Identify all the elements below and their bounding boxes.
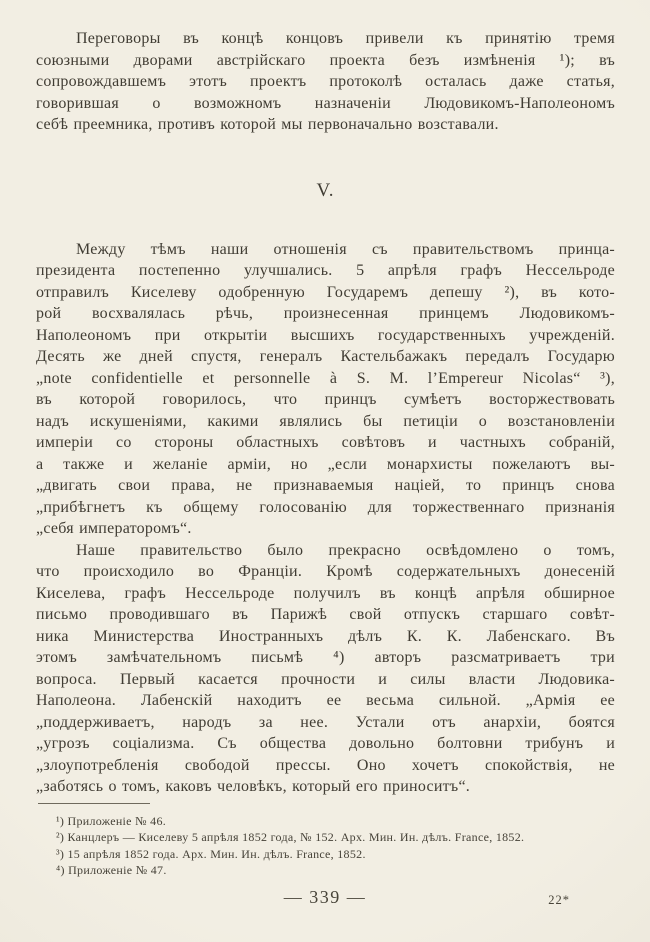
- text-line: „двигать свои права, не признаваемыя націей, то принцъ снова: [36, 477, 615, 494]
- text-line: надъ искушеніями, какими являлись бы петиціи о возстановленіи: [36, 412, 615, 430]
- text-line: „note confidentielle et personnelle à S. M. l’Empereur Nicolas“ ³),: [36, 369, 615, 387]
- text-line: письмо проводившаго въ Парижѣ свой отпускъ старшаго совѣт-: [36, 606, 615, 623]
- footnote-block: [36, 803, 615, 879]
- footnote-4: ⁴) Приложеніе № 47.: [56, 863, 167, 877]
- text-line: „поддерживаетъ, народъ за нее. Устали отъ анархіи, боятся: [36, 713, 615, 731]
- text-line: а также и желаніе арміи, но „если монархисты пожелаютъ вы-: [36, 455, 615, 473]
- text-line: себѣ преемника, противъ которой мы первоначально возставали.: [36, 116, 499, 133]
- text-line: въ которой говорилось, что принцъ сумѣетъ восторжествовать: [36, 391, 615, 408]
- text-line: „заботясь о томъ, каковъ человѣкъ, который его приноситъ“.: [36, 778, 471, 795]
- text-line: Десять же дней спустя, генералъ Кастельбажакъ передалъ Государю: [36, 348, 615, 365]
- page-number: — 339 —: [283, 887, 367, 907]
- paragraph-1: [36, 28, 615, 136]
- text-line: Наполеона. Лабенскій находитъ ее весьма сильной. „Армія ее: [36, 692, 615, 709]
- text-line: Наше правительство было прекрасно освѣдомлено о томъ,: [76, 541, 615, 559]
- footnote-3: ³) 15 апрѣля 1852 года. Арх. Мин. Ин. дѣлъ. France, 1852.: [56, 846, 366, 861]
- text-line: вопроса. Первый касается прочности и силы власти Людовика-: [36, 670, 615, 688]
- text-line: что происходило во Франціи. Кромѣ содержательныхъ донесеній: [36, 563, 615, 580]
- text-line: союзными дворами австрійскаго проекта безъ измѣненія ¹); въ: [36, 51, 615, 69]
- footnote-1: ¹) Приложеніе № 46.: [56, 813, 167, 828]
- text-block: [36, 28, 615, 798]
- text-line: этомъ замѣчательномъ письмѣ ⁴) авторъ разсматриваетъ три: [36, 649, 615, 666]
- text-line: президента постепенно улучшались. 5 апрѣля графъ Нессельроде: [36, 262, 615, 279]
- text-line: „прибѣгнетъ къ общему голосованію для торжественнаго признанія: [36, 498, 615, 516]
- text-line: имперіи со стороны областныхъ совѣтовъ и частныхъ собраній,: [36, 434, 615, 451]
- text-line: „угрозъ соціализма. Съ общества довольно болтовни трибунъ и: [36, 735, 615, 752]
- text-line: Переговоры въ концѣ концовъ привели къ принятію тремя: [76, 30, 615, 47]
- section-heading: V.: [316, 179, 335, 201]
- text-line: рой восхвалялась рѣчь, произнесенная принцемъ Людовикомъ-: [36, 305, 615, 322]
- text-line: Наполеономъ при открытіи высшихъ государственныхъ учрежденій.: [36, 326, 615, 344]
- text-line: „себя императоромъ“.: [36, 520, 192, 537]
- text-line: сопровождавшемъ этотъ проектъ протоколѣ осталась даже статья,: [36, 73, 615, 90]
- signature-mark: 22*: [548, 893, 570, 907]
- footnote-separator: [38, 803, 150, 804]
- footnote-2: ²) Канцлеръ — Киселеву 5 апрѣля 1852 года, № 152. Арх. Мин. Ин. дѣлъ. France, 1852.: [56, 830, 525, 844]
- text-line: говорившая о возможномъ назначеніи Людовикомъ-Наполеономъ: [36, 94, 615, 112]
- paragraph-2: [36, 239, 615, 540]
- text-line: „злоупотребленія свободой прессы. Оно хочетъ спокойствія, не: [36, 756, 615, 774]
- page-footer: [0, 887, 650, 908]
- text-line: Киселева, графъ Нессельроде получилъ въ концѣ апрѣля обширное: [36, 584, 615, 602]
- paragraph-3: [36, 540, 615, 798]
- text-line: ника Министерства Иностранныхъ дѣлъ К. К. Лабенскаго. Въ: [36, 627, 615, 645]
- text-line: отправилъ Киселеву одобренную Государемъ депешу ²), въ кото-: [36, 283, 615, 301]
- text-line: Между тѣмъ наши отношенія съ правительствомъ принца-: [76, 240, 615, 258]
